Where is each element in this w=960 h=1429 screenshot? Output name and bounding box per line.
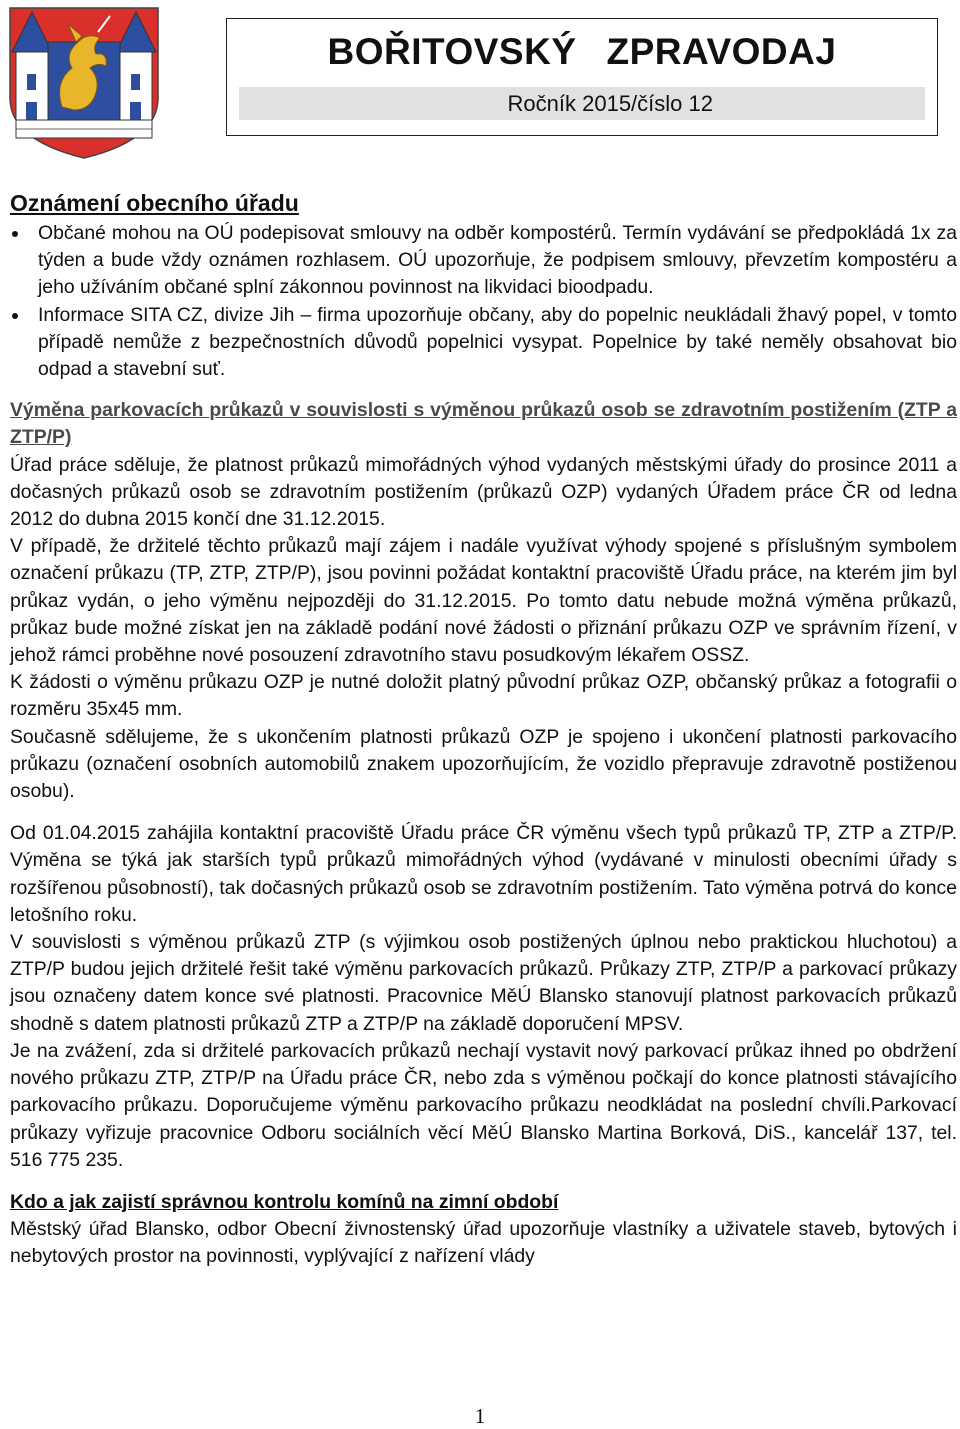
- municipal-coat-of-arms: [2, 2, 166, 162]
- issue-label: Ročník 2015/číslo 12: [507, 91, 713, 116]
- bullet-icon: [12, 313, 18, 319]
- section-heading-parking-cards: Výměna parkovacích průkazů v souvislosti s výměnou průkazů osob se zdravotním postižením (ZTP a ZTP/P): [10, 399, 957, 449]
- notice-text: Informace SITA CZ, divize Jih – firma upozorňuje občany, aby do popelnic neukládali žhavý popel, v tomto případě nemůže z bezpečnostních důvodů popelnici vysypat. Popelnice by také neměly obsahovat bio odpad a stavební suť.: [38, 303, 957, 381]
- paragraph: Současně sdělujeme, že s ukončením platnosti průkazů OZP je spojeno i ukončení platnosti parkovacího průkazu (označení osobních automobilů znakem upozorňujícím, že vozidlo přepravuje zdravotně postiženou osobu).: [10, 725, 957, 803]
- section-heading-office-notices: Oznámení obecního úřadu: [10, 190, 299, 216]
- paragraph: Městský úřad Blansko, odbor Obecní živnostenský úřad upozorňuje vlastníky a uživatele staveb, bytových i nebytových prostor na povinnosti, vyplývající z nařízení vlády: [10, 1218, 957, 1268]
- article-body: [10, 188, 957, 1271]
- paragraph: Od 01.04.2015 zahájila kontaktní pracoviště Úřadu práce ČR výměnu všech typů průkazů TP, ZTP a ZTP/P. Výměna se týká jak starších typů průkazů mimořádných výhod (vydávané v minulosti obecními úřady s rozšířenou působností), tak dočasných průkazů osob se zdravotním postižením. Tato výměna potrvá do konce letošního roku.: [10, 822, 957, 926]
- paragraph: Je na zvážení, zda si držitelé parkovacích průkazů nechají vystavit nový parkovací průkaz ihned po obdržení nového průkazu ZTP, ZTP/P na Úřadu práce ČR, nebo zda s výměnou počkají do konce platnosti stávajícího parkovacího průkazu. Doporučujeme výměnu parkovacího průkazu neodkládat na poslední chvíli.Parkovací průkazy vyřizuje pracovnice Odboru sociálních věcí MěÚ Blansko Martina Borková, DiS., kancelář 137, tel. 516 775 235.: [10, 1039, 957, 1171]
- newsletter-title: [227, 31, 937, 73]
- page-number: 1: [474, 1404, 486, 1428]
- office-notices-list: [10, 220, 957, 383]
- newsletter-title-part2: ZPRAVODAJ: [606, 31, 837, 72]
- masthead: [226, 18, 938, 136]
- notice-text: Občané mohou na OÚ podepisovat smlouvy na odběr kompostérů. Termín vydávání se předpokládá 1x za týden a bude vždy oznámen rozhlasem. OÚ upozorňuje, že podpisem smlouvy, převzetím kompostéru a jeho užíváním občané splní zákonnou povinnost na likvidaci bioodpadu.: [38, 222, 957, 299]
- paragraph: V souvislosti s výměnou průkazů ZTP (s výjimkou osob postižených úplnou nebo praktickou hluchotou) a ZTP/P budou jejich držitelé řešit také výměnu parkovacích průkazů. Průkazy ZTP, ZTP/P a parkovací průkazy jsou označeny datem konce své platnosti. Pracovnice MěÚ Blansko stanovují platnost parkovacích průkazů shodně s datem platnosti průkazů ZTP a ZTP/P na základě doporučení MPSV.: [10, 931, 957, 1035]
- paragraph: Úřad práce sděluje, že platnost průkazů mimořádných výhod vydaných městskými úřady do prosince 2011 a dočasných průkazů osob se zdravotním postižením (průkazů OZP) vydaných Úřadem práce ČR od ledna 2012 do dubna 2015 končí dne 31.12.2015.: [10, 453, 957, 531]
- bullet-icon: [12, 231, 18, 237]
- list-item: [10, 302, 957, 384]
- section-heading-chimney-inspection: Kdo a jak zajistí správnou kontrolu komínů na zimní období: [10, 1190, 559, 1213]
- issue-bar: [239, 87, 925, 120]
- list-item: [10, 220, 957, 302]
- paragraph: V případě, že držitelé těchto průkazů mají zájem i nadále využívat výhody spojené s příslušným symbolem označení průkazu (TP, ZTP, ZTP/P), jsou povinni požádat kontaktní pracoviště Úřadu práce, na kterém jim byl průkaz vydán, o jeho výměnu nejpozději do 31.12.2015. Po tomto datu nebude možná výměna průkazů, průkaz bude možné získat jen na základě podání nové žádosti o přiznání průkazu OZP ve správním řízení, v jehož rámci proběhne nové posouzení zdravotního stavu posudkovým lékařem OSSZ.: [10, 535, 957, 667]
- paragraph: K žádosti o výměnu průkazu OZP je nutné doložit platný původní průkaz OZP, občanský průkaz a fotografii o rozměru 35x45 mm.: [10, 671, 957, 721]
- newsletter-title-part1: BOŘITOVSKÝ: [327, 31, 577, 72]
